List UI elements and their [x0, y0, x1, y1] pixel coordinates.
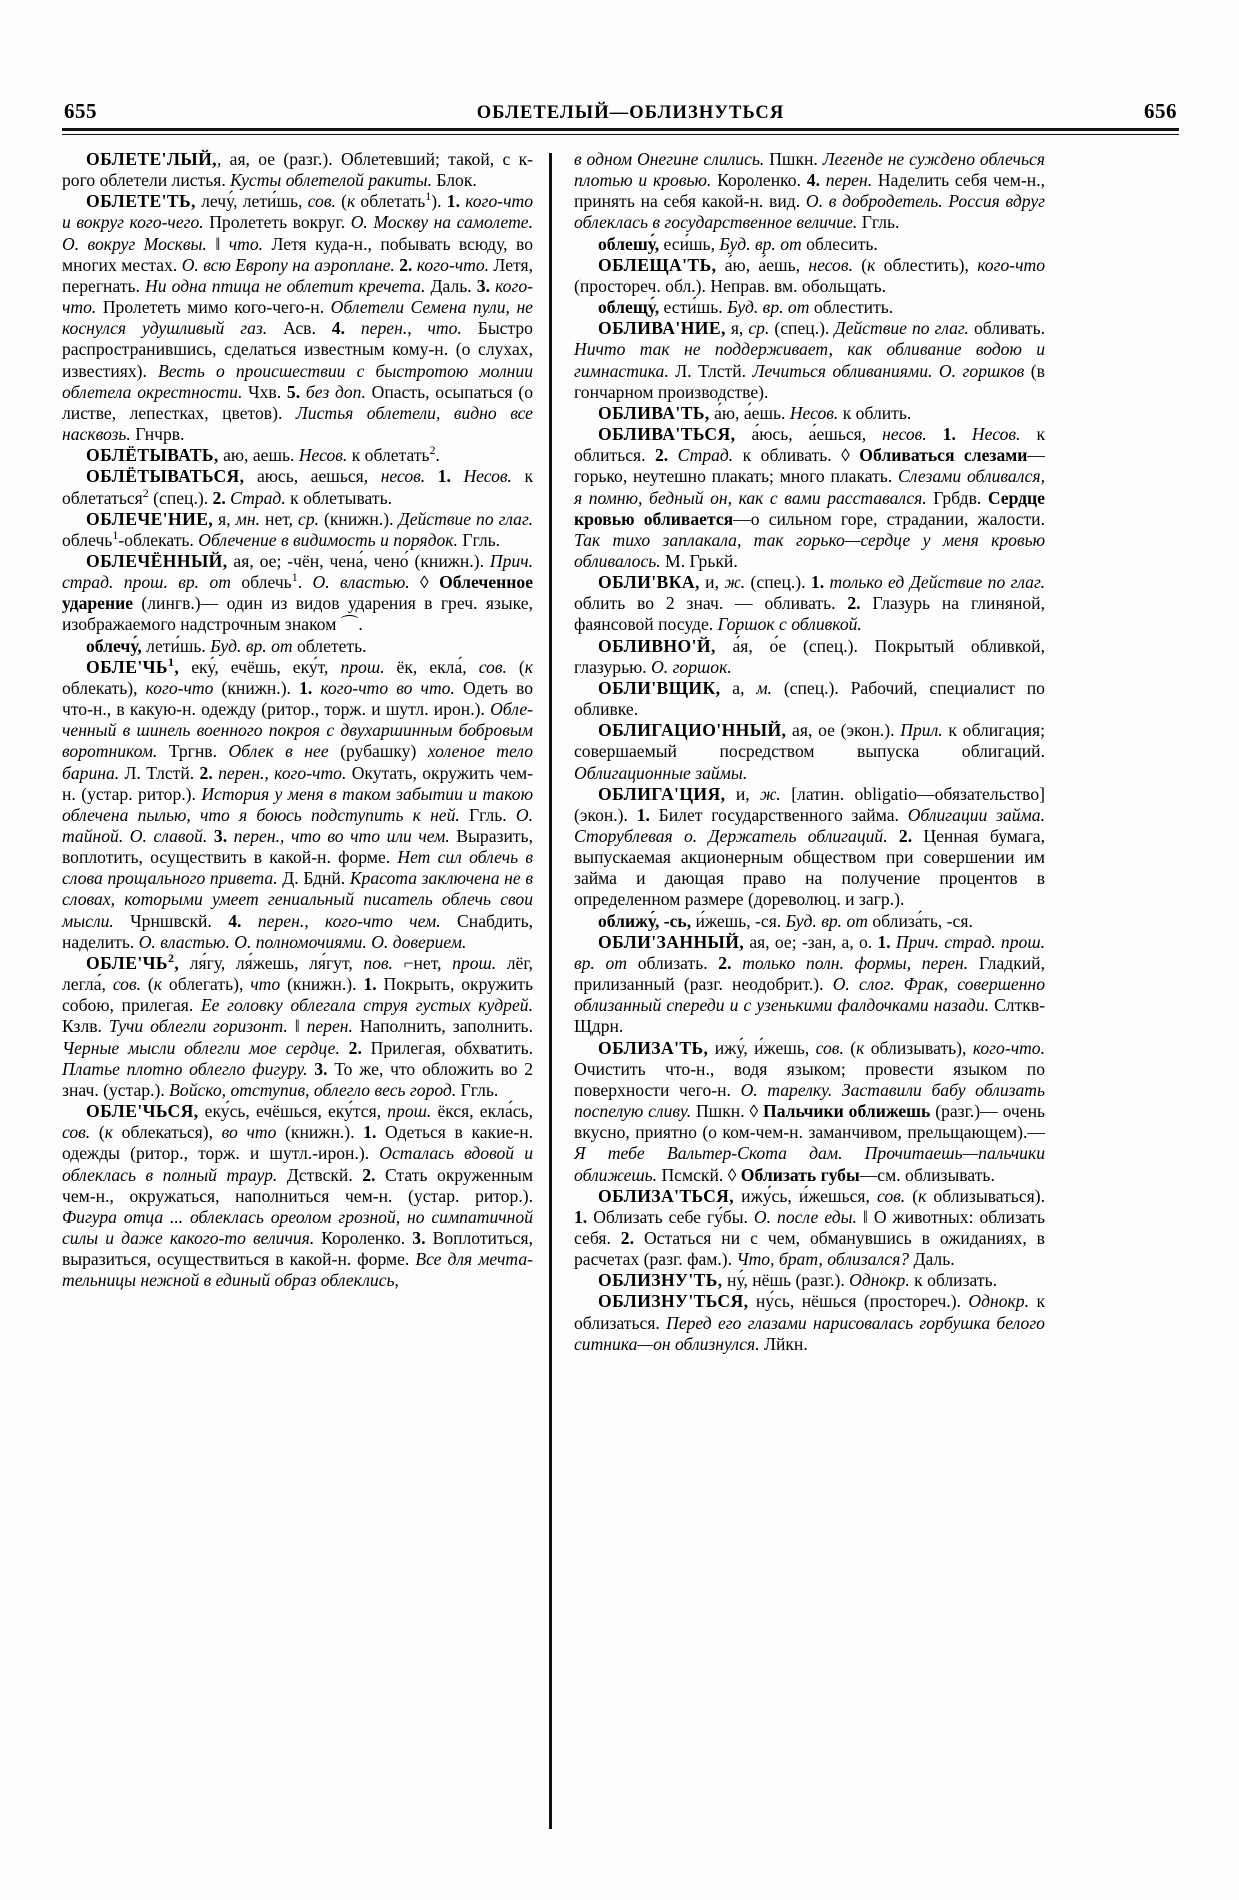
headword: оближу́, -сь,	[598, 910, 692, 931]
left-column	[62, 149, 549, 1829]
headword: облешу́,	[598, 233, 660, 254]
entry-body: , ая, ое (разг.). Облетевший; такой, с к-рого облетели листья. Кусты облетелой ракиты. Блок.	[62, 149, 533, 191]
entry-body: а́я, о́е (спец.). Покрытый обливкой, глазурью. О. горшок.	[574, 635, 1045, 677]
dictionary-entry	[574, 318, 1045, 403]
dictionary-entry	[62, 654, 533, 953]
dictionary-entry	[574, 234, 1045, 255]
entry-body: ну́, нёшь (разг.). Однокр. к облизать.	[722, 1270, 997, 1291]
entry-body: и́жешь, -ся. Буд. вр. от облиза́ть, -ся.	[691, 910, 973, 931]
headword: $ОБЛЕ'ЧЬ^1$,	[86, 654, 180, 677]
dictionary-entry	[62, 191, 533, 445]
headword: ОБЛИ'ВЩИК,	[598, 677, 721, 698]
entry-body: лети́шь. Буд. вр. от облететь.	[141, 635, 367, 656]
entry-body: ну́сь, нёшься (простореч.). Однокр. к облизаться. Перед его глазами нарисовалась горбушка белого ситника—он облизнулся. Лйкн.	[574, 1291, 1045, 1354]
headword: ОБЛИВА'ТЬСЯ,	[598, 424, 736, 445]
entry-body: ая, ое (экон.). Прил. к облигация; совершаемый посредством выпуска облигаций. Облигационные займы.	[574, 720, 1045, 783]
entry-body: ижу́сь, и́жешься, сов. (к облизываться). 1. Облизать себе гу́бы. О. после еды. ‖ О животных: облизать себя. 2. Остаться ни с чем, обманувшись в ожиданиях, в расчетах (разг. фам.). Что, брат, облизался? Даль.	[574, 1185, 1045, 1270]
dictionary-entry	[574, 403, 1045, 424]
headword: облещу́,	[598, 297, 660, 318]
column-container	[62, 149, 1179, 1829]
headword: ОБЛЁТЫВАТЬСЯ,	[86, 466, 245, 487]
dictionary-entry	[574, 784, 1045, 911]
folio-right: 656	[1144, 99, 1177, 123]
headword: ОБЛЕЧЁННЫЙ,	[86, 550, 228, 571]
dictionary-entry	[574, 1038, 1045, 1186]
entry-body: а́ю, а́ешь. Несов. к облить.	[709, 402, 912, 423]
headword: ОБЛИ'ВКА,	[598, 572, 700, 593]
right-column	[552, 149, 1045, 1829]
headword: ОБЛИЗА'ТЬСЯ,	[598, 1185, 735, 1206]
entry-body: ижу́, и́жешь, сов. (к облизывать), кого-что. Очистить что-н., водя языком; провести языком по поверхности чего-н. О. тарелку. Заставили бабу облизать поспелую сливу. Пшкн. ◊ Пальчики оближешь (разг.)— очень вкусно, приятно (о ком-чем-н. заманчивом, прельщающем).—Я тебе Вальтер-Скота дам. Прочитаешь—пальчики оближешь. Псмскй. ◊ Облизать губы—см. облизывать.	[574, 1037, 1046, 1185]
folio-left: 655	[64, 99, 97, 123]
headword: ОБЛЕЩА'ТЬ,	[598, 254, 717, 275]
header-rule	[62, 128, 1179, 135]
dictionary-entry	[62, 509, 533, 551]
headword: ОБЛИ'ЗАННЫЙ,	[598, 931, 745, 952]
dictionary-entry	[62, 149, 533, 191]
dictionary-entry	[574, 572, 1045, 635]
headword: ОБЛЕТЕ'ТЬ,	[86, 191, 196, 212]
headword: ОБЛИВА'ТЬ,	[598, 402, 710, 423]
entry-body: аю, аешь. Несов. к облетать$^2$.	[218, 443, 440, 466]
entry-body: и, ж. (спец.). 1. только ед Действие по глаг. облить во 2 знач. — обливать. 2. Глазурь на глиняной, фаянсовой посуде. Горшок с обливкой.	[574, 572, 1045, 635]
dictionary-entry	[574, 1291, 1045, 1354]
dictionary-entry	[574, 636, 1045, 678]
dictionary-entry	[574, 678, 1045, 720]
entry-body: аюсь, аешься, несов. 1. Несов. к облетаться$^2$ (спец.). 2. Страд. к облетывать.	[62, 466, 533, 508]
entry-body: лечу́, лети́шь, сов. (к облетать$^1$). 1. кого-что и вокруг кого-чего. Пролететь вокруг. О. Москву на самолете. О. вокруг Москвы. ‖ что. Летя куда-н., побывать всюду, во многих местах. О. всю Европу на аэроплане. 2. кого-что. Летя, перегнать. Ни одна птица не облетит кречета. Даль. 3. кого-что. Пролететь мимо кого-чего-н. Облетели Семена пули, не коснулся удушливый газ. Асв. 4. перен., что. Быстро распространившись, сделаться известным кому-н. (о слухах, известиях). Весть о происшествии с быстротою молнии облетела окрестности. Чхв. 5. без доп. Опасть, осыпаться (о листве, лепестках, цветов). Листья облетели, видно все насквозь. Гнчрв.	[62, 189, 534, 445]
entry-body: а, м. (спец.). Рабочий, специалист по обливке.	[574, 677, 1045, 720]
entry-body: я, мн. нет, ср. (книжн.). Действие по глаг. облечь$^1$-облекать. Облечение в видимость и порядок. Ггль.	[62, 508, 533, 550]
dictionary-entry	[574, 297, 1045, 318]
headword: ОБЛИГАЦИО'ННЫЙ,	[598, 720, 787, 741]
running-title: ОБЛЕТЕЛЫЙ—ОБЛИЗНУТЬСЯ	[476, 102, 785, 123]
dictionary-entry	[574, 255, 1045, 297]
entry-body: а́ю, а́ешь, несов. (к облестить), кого-что (простореч. обл.). Неправ. вм. обольщать.	[574, 254, 1045, 296]
entry-body: еку́сь, ечёшься, еку́тся, прош. ёкся, екла́сь, сов. (к облекаться), во что (книжн.). 1. Одеться в какие-н. одежды (ритор., торж. и шутл.-ирон.). Осталась вдовой и облеклась в полный траур. Дствскй. 2. Стать окруженным чем-н., окружаться, наполниться чем-н. (устар. ритор.). Фигура отца ... облеклась ореолом грозной, но симпатичной силы и даже какого-то величия. Короленко. 3. Воплотиться, выразиться, осуществиться в какой-н. форме. Все для мечтательницы нежной в единый образ облеклись,	[62, 1101, 534, 1291]
dictionary-entry	[62, 636, 533, 657]
running-head	[62, 88, 1179, 122]
dictionary-entry	[574, 424, 1045, 572]
headword: ОБЛЕТЕ'ЛЫЙ,	[86, 149, 217, 169]
header-rule-thick	[62, 128, 1179, 131]
headword: ОБЛИЗНУ'ТЬ,	[598, 1270, 723, 1291]
entry-body: я, ср. (спец.). Действие по глаг. обливать. Ничто так не поддерживает, как обливание водою и гимнастика. Л. Тлстй. Лечиться обливаниями. О. горшков (в гончарном производстве).	[574, 318, 1045, 402]
dictionary-entry	[62, 1101, 533, 1291]
headword: ОБЛИГА'ЦИЯ,	[598, 783, 726, 804]
entry-body: а́юсь, а́ешься, несов. 1. Несов. к облиться. 2. Страд. к обливать. ◊ Обливаться слезами—горько, неутешно плакать; много плакать. Слезами обливался, я помню, бедный он, как с вами расставался. Грбдв. Сердце кровью обливается—о сильном горе, страдании, жалости. Так тихо заплакала, так горько—сердце у меня кровью обливалось. М. Грькй.	[574, 424, 1045, 571]
headword: ОБЛЁТЫВАТЬ,	[86, 445, 219, 466]
dictionary-entry	[62, 953, 533, 1101]
entry-body: еси́шь, Буд. вр. от облесить.	[659, 233, 878, 254]
headword: ОБЛИЗА'ТЬ,	[598, 1037, 709, 1058]
headword: ОБЛИЗНУ'ТЬСЯ,	[598, 1291, 749, 1312]
headword: ОБЛИВНО'Й,	[598, 635, 716, 656]
dictionary-entry	[574, 1270, 1045, 1291]
header-rule-thin	[62, 134, 1179, 136]
entry-body: еку́, ечёшь, еку́т, прош. ёк, екла́, сов. (к облекать), кого-что (книжн.). 1. кого-что во что. Одеть во что-н., в какую-н. одежду (ритор., торж. и шутл. ирон.). Облеченный в шинель военного покроя с двухаршинным бобровым воротником. Тргнв. Облек в нее (рубашку) холеное тело барина. Л. Тлстй. 2. перен., кого-что. Окутать, окружить чем-н. (устар. ритор.). История у меня в таком забытии и такою облечена пылью, что я боюсь подступить к ней. Ггль. О. тайной. О. славой. 3. перен., что во что или чем. Выразить, воплотить, осуществить в какой-н. форме. Нет сил облечь в слова прощального привета. Д. Бднй. Красота заключена не в словах, которыми умеет гениальный писатель облечь свои мысли. Чрншвскй. 4. перен., кого-что чем. Снабдить, наделить. О. властью. О. полномочиями. О. доверием.	[62, 656, 533, 952]
dictionary-entry	[62, 551, 533, 636]
dictionary-entry	[574, 720, 1045, 783]
entry-body: ая, ое; -зан, а, о. 1. Прич. страд. прош. вр. от облизать. 2. только полн. формы, перен. Гладкий, прилизанный (разг. неодобрит.). О. слог. Фрак, совершенно облизанный спереди и с узенькими фалдочками назади. Слткв-Щдрн.	[574, 931, 1045, 1037]
dictionary-entry	[574, 932, 1045, 1038]
headword: $ОБЛЕ'ЧЬ^2$,	[86, 951, 180, 973]
entry-body: ести́шь. Буд. вр. от облестить.	[659, 297, 894, 318]
dictionary-entry	[62, 466, 533, 508]
headword: ОБЛИВА'НИЕ,	[598, 318, 726, 339]
headword: облечу́,	[86, 635, 142, 656]
headword: ОБЛЕ'ЧЬСЯ,	[86, 1101, 199, 1122]
entry-body: ая, ое; -чён, чена́, чено́ (книжн.). Прич. страд. прош. вр. от облечь$^1$. О. властью. ◊ Облеченное ударение (лингв.)— один из видов ударения в греч. языке, изображаемого надстрочным знаком ⌒.	[62, 550, 534, 635]
dictionary-entry	[574, 911, 1045, 932]
entry-continuation	[574, 149, 1045, 234]
dictionary-entry	[62, 445, 533, 466]
entry-body: ля́гу, ля́жешь, ля́гут, пов. ⌐нет, прош. лёг, легла́, сов. (к облегать), что (книжн.). 1. Покрыть, окружить собою, прилегая. Ее головку облегала струя густых кудрей. Кзлв. Тучи облегли горизонт. ‖ перен. Наполнить, заполнить. Черные мысли облегли мое сердце. 2. Прилегая, обхватить. Платье плотно облегло фигуру. 3. То же, что обложить во 2 знач. (устар.). Войско, отступив, облегло весь город. Ггль.	[62, 952, 533, 1100]
entry-body: и, ж. [латин. obligatio—обязательство] (экон.). 1. Билет государственного займа. Облигации займа. Сторублевая о. Держатель облигаций. 2. Ценная бумага, выпускаемая акционерным обществом при совершении им займа и дающая право на получение процентов в определенном размере (дореволюц. и загр.).	[574, 783, 1046, 910]
dictionary-entry	[574, 1186, 1045, 1271]
entry-body: в одном Онегине слились. Пшкн. Легенде не суждено облечься плотью и кровью. Короленко. 4. перен. Наделить себя чем-н., принять на себя какой-н. вид. О. в добродетель. Россия вдруг облеклась в государственное величие. Ггль.	[574, 149, 1046, 233]
headword: ОБЛЕЧЕ'НИЕ,	[86, 508, 214, 529]
